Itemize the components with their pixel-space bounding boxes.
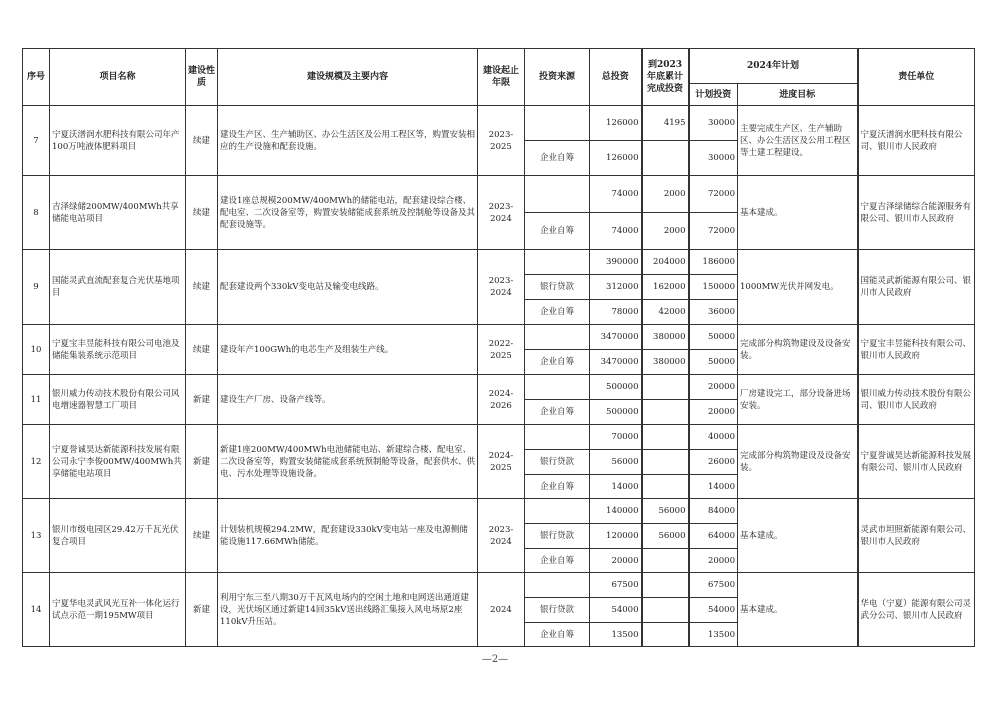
completed-cell: 204000: [642, 250, 689, 275]
source-cell: 企业自筹: [525, 623, 590, 647]
header-name: 项目名称: [50, 49, 186, 106]
total-cell: 54000: [590, 598, 642, 623]
source-cell: [525, 573, 590, 598]
total-cell: 3470000: [590, 350, 642, 375]
source-cell: 企业自筹: [525, 350, 590, 375]
content-cell: 建设生产区、生产辅助区、办公生活区及公用工程区等，购置安装相应的生产设施和配套设施。: [218, 106, 478, 176]
nature-cell: 续建: [186, 325, 218, 375]
header-plan-invest: 计划投资: [689, 84, 738, 106]
plan-invest-cell: 64000: [689, 524, 738, 549]
nature-cell: 续建: [186, 176, 218, 250]
source-cell: [525, 425, 590, 450]
total-cell: 67500: [590, 573, 642, 598]
total-cell: 3470000: [590, 325, 642, 350]
source-cell: 企业自筹: [525, 475, 590, 499]
completed-cell: [642, 450, 689, 475]
project-name-cell: 银川威力传动技术股份有限公司风电增速器智慧工厂项目: [50, 375, 186, 425]
unit-cell: 宁夏沃潽润水肥科技有限公司、银川市人民政府: [858, 106, 975, 176]
header-nature: 建设性质: [186, 49, 218, 106]
total-cell: 20000: [590, 549, 642, 573]
total-cell: 14000: [590, 475, 642, 499]
plan-invest-cell: 72000: [689, 213, 738, 250]
unit-cell: 宁夏吉泽绿储综合能源服务有限公司、银川市人民政府: [858, 176, 975, 250]
total-cell: 126000: [590, 141, 642, 176]
header-unit: 责任单位: [858, 49, 975, 106]
plan-invest-cell: 54000: [689, 598, 738, 623]
completed-cell: [642, 375, 689, 400]
header-completed: 到2023年底累计完成投资: [642, 49, 689, 106]
period-cell: 2023-2025: [478, 106, 525, 176]
plan-invest-cell: 14000: [689, 475, 738, 499]
seq-cell: 7: [23, 106, 50, 176]
plan-invest-cell: 84000: [689, 499, 738, 524]
completed-cell: [642, 623, 689, 647]
plan-invest-cell: 186000: [689, 250, 738, 275]
period-cell: 2024-2025: [478, 425, 525, 499]
unit-cell: 国能灵武新能源有限公司、银川市人民政府: [858, 250, 975, 325]
page-number: —2—: [481, 654, 509, 665]
seq-cell: 10: [23, 325, 50, 375]
source-cell: 企业自筹: [525, 300, 590, 325]
table-row: [23, 499, 975, 524]
table-row: [23, 425, 975, 450]
total-cell: 78000: [590, 300, 642, 325]
source-cell: 银行贷款: [525, 524, 590, 549]
plan-invest-cell: 67500: [689, 573, 738, 598]
total-cell: 500000: [590, 400, 642, 425]
plan-invest-cell: 30000: [689, 106, 738, 141]
progress-cell: 基本建成。: [738, 573, 858, 647]
completed-cell: 380000: [642, 350, 689, 375]
nature-cell: 续建: [186, 499, 218, 573]
content-cell: 计划装机规模294.2MW，配套建设330kV变电站一座及电源侧储能设施117.66MWh储能。: [218, 499, 478, 573]
header-content: 建设规模及主要内容: [218, 49, 478, 106]
plan-invest-cell: 20000: [689, 549, 738, 573]
source-cell: [525, 499, 590, 524]
completed-cell: 56000: [642, 499, 689, 524]
completed-cell: 42000: [642, 300, 689, 325]
source-cell: 企业自筹: [525, 549, 590, 573]
source-cell: [525, 176, 590, 213]
total-cell: 500000: [590, 375, 642, 400]
plan-invest-cell: 20000: [689, 375, 738, 400]
project-name-cell: 宁夏沃潽润水肥科技有限公司年产100万吨液体肥料项目: [50, 106, 186, 176]
completed-cell: [642, 573, 689, 598]
unit-cell: 宁夏宝丰昱能科技有限公司、银川市人民政府: [858, 325, 975, 375]
source-cell: 银行贷款: [525, 450, 590, 475]
total-cell: 70000: [590, 425, 642, 450]
nature-cell: 新建: [186, 425, 218, 499]
plan-invest-cell: 40000: [689, 425, 738, 450]
completed-cell: 2000: [642, 213, 689, 250]
completed-cell: 2000: [642, 176, 689, 213]
header-period: 建设起止年限: [478, 49, 525, 106]
completed-cell: [642, 400, 689, 425]
plan-invest-cell: 20000: [689, 400, 738, 425]
plan-invest-cell: 72000: [689, 176, 738, 213]
period-cell: 2024-2026: [478, 375, 525, 425]
total-cell: 140000: [590, 499, 642, 524]
unit-cell: 华电（宁夏）能源有限公司灵武分公司、银川市人民政府: [858, 573, 975, 647]
completed-cell: 162000: [642, 275, 689, 300]
project-name-cell: 国能灵武直流配套复合光伏基地项目: [50, 250, 186, 325]
seq-cell: 9: [23, 250, 50, 325]
seq-cell: 11: [23, 375, 50, 425]
completed-cell: [642, 549, 689, 573]
header-plan2024: 2024年计划: [689, 49, 858, 84]
total-cell: 126000: [590, 106, 642, 141]
project-name-cell: 宁夏誉诚昊达新能源科技发展有限公司永宁李俊00MW/400MWh共享储能电站项目: [50, 425, 186, 499]
total-cell: 120000: [590, 524, 642, 549]
project-name-cell: 宁夏宝丰昱能科技有限公司电池及储能集装系统示范项目: [50, 325, 186, 375]
project-name-cell: 宁夏华电灵武风光互补一体化运行试点示范一期195MW项目: [50, 573, 186, 647]
table-row: [23, 573, 975, 598]
table-row: [23, 106, 975, 141]
nature-cell: 续建: [186, 250, 218, 325]
content-cell: 建设生产厂房、设备产线等。: [218, 375, 478, 425]
seq-cell: 8: [23, 176, 50, 250]
total-cell: 390000: [590, 250, 642, 275]
nature-cell: 新建: [186, 375, 218, 425]
total-cell: 56000: [590, 450, 642, 475]
source-cell: 企业自筹: [525, 400, 590, 425]
completed-cell: 56000: [642, 524, 689, 549]
progress-cell: 完成部分构筑物建设及设备安装。: [738, 325, 858, 375]
nature-cell: 新建: [186, 573, 218, 647]
content-cell: 利用宁东三至八期30万千瓦风电场内的空闲土地和电网送出通道建设，光伏场区通过新建14回35kV送出线路汇集接入风电场原2座110kV升压站。: [218, 573, 478, 647]
unit-cell: 灵武市坦照新能源有限公司、银川市人民政府: [858, 499, 975, 573]
source-cell: [525, 250, 590, 275]
completed-cell: [642, 475, 689, 499]
total-cell: 312000: [590, 275, 642, 300]
source-cell: [525, 106, 590, 141]
header-total: 总投资: [590, 49, 642, 106]
projects-table: [22, 48, 975, 647]
completed-cell: 380000: [642, 325, 689, 350]
total-cell: 13500: [590, 623, 642, 647]
project-name-cell: 吉泽绿储200MW/400MWh共享储能电站项目: [50, 176, 186, 250]
completed-cell: 4195: [642, 106, 689, 141]
total-cell: 74000: [590, 176, 642, 213]
content-cell: 建设1座总规模200MW/400MWh的储能电站，配套建设综合楼、配电室、二次设备室等，购置安装储能成套系统及控制舱等设备及其配套设施等。: [218, 176, 478, 250]
nature-cell: 续建: [186, 106, 218, 176]
period-cell: 2023-2024: [478, 176, 525, 250]
source-cell: [525, 325, 590, 350]
source-cell: [525, 375, 590, 400]
seq-cell: 14: [23, 573, 50, 647]
progress-cell: 厂房建设完工，部分设备进场安装。: [738, 375, 858, 425]
seq-cell: 13: [23, 499, 50, 573]
content-cell: 新建1座200MW/400MWh电池储能电站、新建综合楼、配电室、二次设备室等，购置安装储能成套系统预制舱等设备，配套供水、供电、污水处理等设施设备。: [218, 425, 478, 499]
plan-invest-cell: 50000: [689, 350, 738, 375]
table-row: [23, 250, 975, 275]
seq-cell: 12: [23, 425, 50, 499]
plan-invest-cell: 36000: [689, 300, 738, 325]
header-progress: 进度目标: [738, 84, 858, 106]
header-seq: 序号: [23, 49, 50, 106]
project-name-cell: 银川市级电园区29.42万千瓦光伏复合项目: [50, 499, 186, 573]
table-row: [23, 325, 975, 350]
content-cell: 配套建设两个330kV变电站及输变电线路。: [218, 250, 478, 325]
total-cell: 74000: [590, 213, 642, 250]
plan-invest-cell: 13500: [689, 623, 738, 647]
period-cell: 2023-2024: [478, 250, 525, 325]
completed-cell: [642, 141, 689, 176]
plan-invest-cell: 26000: [689, 450, 738, 475]
period-cell: 2022-2025: [478, 325, 525, 375]
source-cell: 银行贷款: [525, 598, 590, 623]
plan-invest-cell: 50000: [689, 325, 738, 350]
progress-cell: 主要完成生产区、生产辅助区、办公生活区及公用工程区等土建工程建设。: [738, 106, 858, 176]
progress-cell: 1000MW光伏并网发电。: [738, 250, 858, 325]
source-cell: 企业自筹: [525, 213, 590, 250]
header-source: 投资来源: [525, 49, 590, 106]
plan-invest-cell: 30000: [689, 141, 738, 176]
table-row: [23, 176, 975, 213]
source-cell: 银行贷款: [525, 275, 590, 300]
plan-invest-cell: 150000: [689, 275, 738, 300]
unit-cell: 银川威力传动技术股份有限公司、银川市人民政府: [858, 375, 975, 425]
period-cell: 2024: [478, 573, 525, 647]
completed-cell: [642, 598, 689, 623]
progress-cell: 基本建成。: [738, 499, 858, 573]
content-cell: 建设年产100GWh的电芯生产及组装生产线。: [218, 325, 478, 375]
source-cell: 企业自筹: [525, 141, 590, 176]
progress-cell: 基本建成。: [738, 176, 858, 250]
progress-cell: 完成部分构筑物建设及设备安装。: [738, 425, 858, 499]
table-row: [23, 375, 975, 400]
completed-cell: [642, 425, 689, 450]
unit-cell: 宁夏誉诚昊达新能源科技发展有限公司、银川市人民政府: [858, 425, 975, 499]
period-cell: 2023-2024: [478, 499, 525, 573]
